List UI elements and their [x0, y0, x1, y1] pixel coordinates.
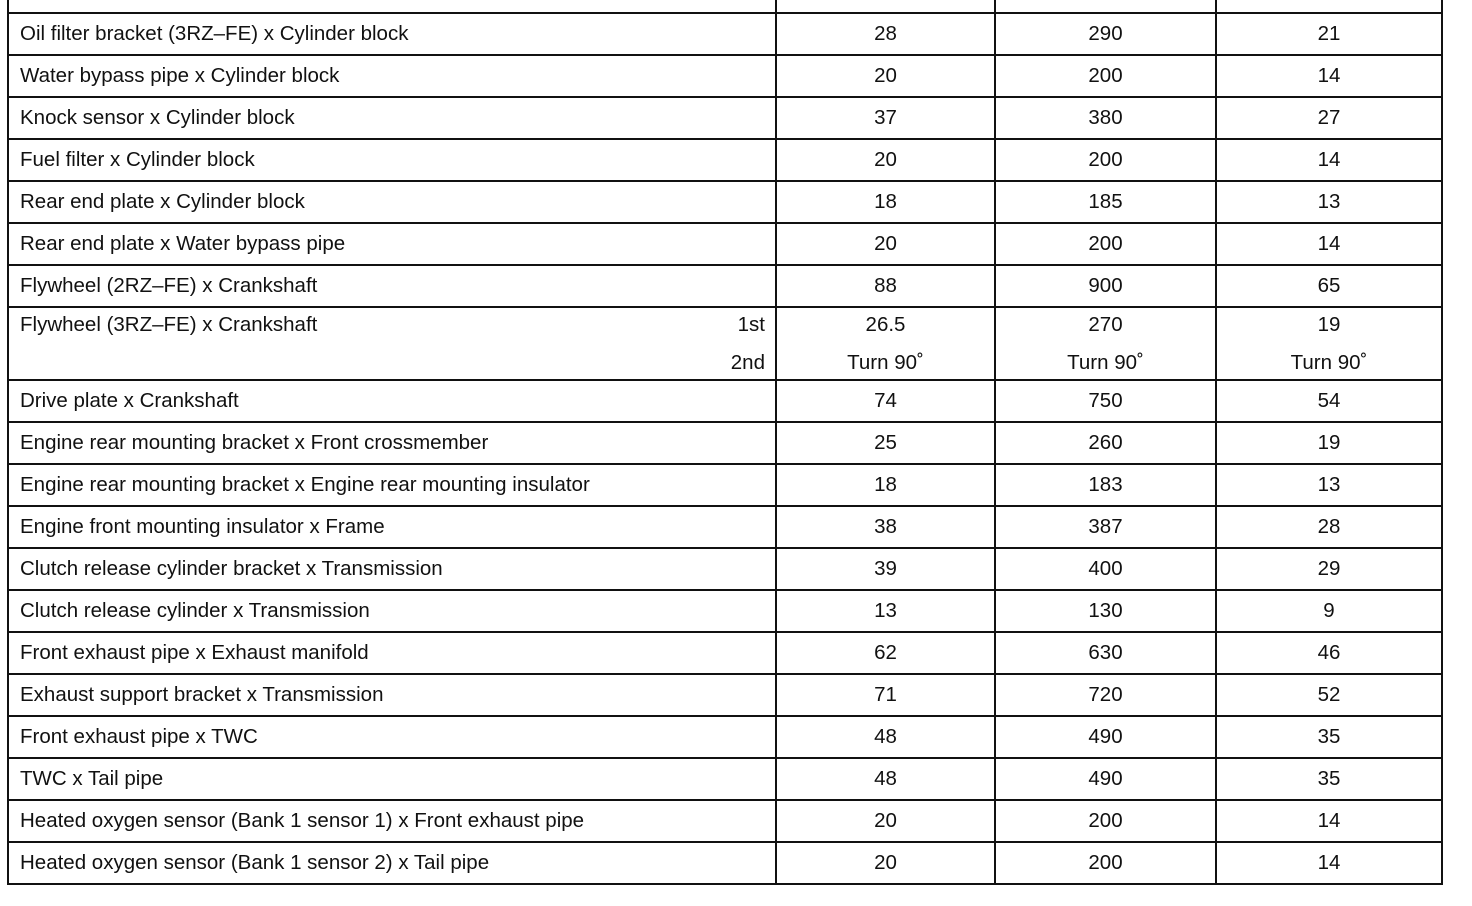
row-description: Clutch release cylinder x Transmission — [8, 590, 776, 632]
value-column-1: 48 — [776, 758, 995, 800]
table-row — [8, 800, 1442, 842]
value-column-1: 20 — [776, 223, 995, 265]
value-column-1 — [776, 307, 995, 380]
value-column-3: 9 — [1216, 590, 1442, 632]
row-description: Oil filter bracket (3RZ–FE) x Cylinder block — [8, 13, 776, 55]
value-column-2: 200 — [995, 800, 1216, 842]
table-row-two-step — [8, 307, 1442, 380]
value-column-1: 25 — [776, 422, 995, 464]
table-row — [8, 758, 1442, 800]
table-row — [8, 139, 1442, 181]
value-column-1: 20 — [776, 139, 995, 181]
row-description: Engine rear mounting bracket x Front crossmember — [8, 422, 776, 464]
row-description: Flywheel (2RZ–FE) x Crankshaft — [8, 265, 776, 307]
value-column-3: 65 — [1216, 265, 1442, 307]
value-column-2: 900 — [995, 265, 1216, 307]
value-column-3: 14 — [1216, 800, 1442, 842]
value-column-1: 20 — [776, 842, 995, 884]
step-1-label: 1st — [737, 312, 765, 336]
table-cell — [8, 0, 776, 13]
value-column-1: 38 — [776, 506, 995, 548]
row-description-text: Flywheel (3RZ–FE) x Crankshaft — [20, 312, 318, 336]
table-row — [8, 506, 1442, 548]
row-description: Knock sensor x Cylinder block — [8, 97, 776, 139]
value-column-3: 13 — [1216, 181, 1442, 223]
row-description: Exhaust support bracket x Transmission — [8, 674, 776, 716]
table-row — [8, 842, 1442, 884]
value-column-3: 54 — [1216, 380, 1442, 422]
table-cell — [1216, 0, 1442, 13]
table-row — [8, 590, 1442, 632]
row-description — [8, 307, 776, 380]
value-column-1: 28 — [776, 13, 995, 55]
table-row — [8, 265, 1442, 307]
row-description: Rear end plate x Water bypass pipe — [8, 223, 776, 265]
table-row — [8, 422, 1442, 464]
value-column-2: 185 — [995, 181, 1216, 223]
table-row — [8, 13, 1442, 55]
value-column-3: 52 — [1216, 674, 1442, 716]
table-row — [8, 97, 1442, 139]
value-column-2: 200 — [995, 55, 1216, 97]
two-step-values — [1217, 313, 1441, 375]
value-column-1: 20 — [776, 800, 995, 842]
value-column-2: 200 — [995, 842, 1216, 884]
table-row — [8, 674, 1442, 716]
value-column-3: 28 — [1216, 506, 1442, 548]
value-column-2: 630 — [995, 632, 1216, 674]
value-column-1: 18 — [776, 464, 995, 506]
step-labels — [731, 313, 765, 375]
value-column-2: 400 — [995, 548, 1216, 590]
value-column-3: 19 — [1216, 422, 1442, 464]
value-column-1: 39 — [776, 548, 995, 590]
row-description: Fuel filter x Cylinder block — [8, 139, 776, 181]
row-description: Heated oxygen sensor (Bank 1 sensor 1) x Front exhaust pipe — [8, 800, 776, 842]
value-column-1: 62 — [776, 632, 995, 674]
value-column-2 — [995, 307, 1216, 380]
row-description: Clutch release cylinder bracket x Transmission — [8, 548, 776, 590]
step-2-label: 2nd — [730, 350, 765, 374]
value-column-2: 200 — [995, 223, 1216, 265]
value-column-3: 46 — [1216, 632, 1442, 674]
table-cell — [776, 0, 995, 13]
value-column-2: 200 — [995, 139, 1216, 181]
value-column-3: 14 — [1216, 139, 1442, 181]
value-column-2: 290 — [995, 13, 1216, 55]
value-column-2: 380 — [995, 97, 1216, 139]
value-column-3: 21 — [1216, 13, 1442, 55]
value-column-2: 720 — [995, 674, 1216, 716]
row-description: Water bypass pipe x Cylinder block — [8, 55, 776, 97]
row-description: Drive plate x Crankshaft — [8, 380, 776, 422]
table-row — [8, 548, 1442, 590]
value-column-3: 29 — [1216, 548, 1442, 590]
row-description: TWC x Tail pipe — [8, 758, 776, 800]
row-description: Front exhaust pipe x TWC — [8, 716, 776, 758]
row-description: Front exhaust pipe x Exhaust manifold — [8, 632, 776, 674]
table-row — [8, 632, 1442, 674]
step-2-value: Turn 90˚ — [847, 350, 924, 374]
row-description: Engine front mounting insulator x Frame — [8, 506, 776, 548]
table-row — [8, 464, 1442, 506]
step-2-value: Turn 90˚ — [1067, 350, 1144, 374]
step-1-value: 19 — [1317, 312, 1341, 336]
value-column-2: 260 — [995, 422, 1216, 464]
torque-spec-table — [7, 0, 1443, 885]
table-row — [8, 380, 1442, 422]
two-step-values — [996, 313, 1215, 375]
row-description: Engine rear mounting bracket x Engine rear mounting insulator — [8, 464, 776, 506]
value-column-1: 71 — [776, 674, 995, 716]
step-1-value: 270 — [1088, 312, 1123, 336]
value-column-3: 35 — [1216, 716, 1442, 758]
row-description: Rear end plate x Cylinder block — [8, 181, 776, 223]
value-column-1: 37 — [776, 97, 995, 139]
value-column-1: 74 — [776, 380, 995, 422]
table-cell — [995, 0, 1216, 13]
value-column-2: 490 — [995, 758, 1216, 800]
step-1-value: 26.5 — [865, 312, 906, 336]
value-column-3 — [1216, 307, 1442, 380]
value-column-1: 18 — [776, 181, 995, 223]
value-column-3: 14 — [1216, 842, 1442, 884]
value-column-3: 14 — [1216, 55, 1442, 97]
table-row — [8, 55, 1442, 97]
value-column-2: 183 — [995, 464, 1216, 506]
table-row — [8, 716, 1442, 758]
table-row — [8, 223, 1442, 265]
table-row-partial — [8, 0, 1442, 13]
value-column-1: 13 — [776, 590, 995, 632]
value-column-1: 20 — [776, 55, 995, 97]
table-row — [8, 181, 1442, 223]
value-column-1: 88 — [776, 265, 995, 307]
value-column-2: 750 — [995, 380, 1216, 422]
two-step-values — [777, 313, 994, 375]
value-column-3: 27 — [1216, 97, 1442, 139]
value-column-2: 387 — [995, 506, 1216, 548]
value-column-1: 48 — [776, 716, 995, 758]
row-description: Heated oxygen sensor (Bank 1 sensor 2) x Tail pipe — [8, 842, 776, 884]
value-column-2: 130 — [995, 590, 1216, 632]
value-column-3: 35 — [1216, 758, 1442, 800]
description-with-steps — [20, 313, 775, 375]
step-2-value: Turn 90˚ — [1290, 350, 1368, 374]
value-column-3: 13 — [1216, 464, 1442, 506]
value-column-3: 14 — [1216, 223, 1442, 265]
value-column-2: 490 — [995, 716, 1216, 758]
